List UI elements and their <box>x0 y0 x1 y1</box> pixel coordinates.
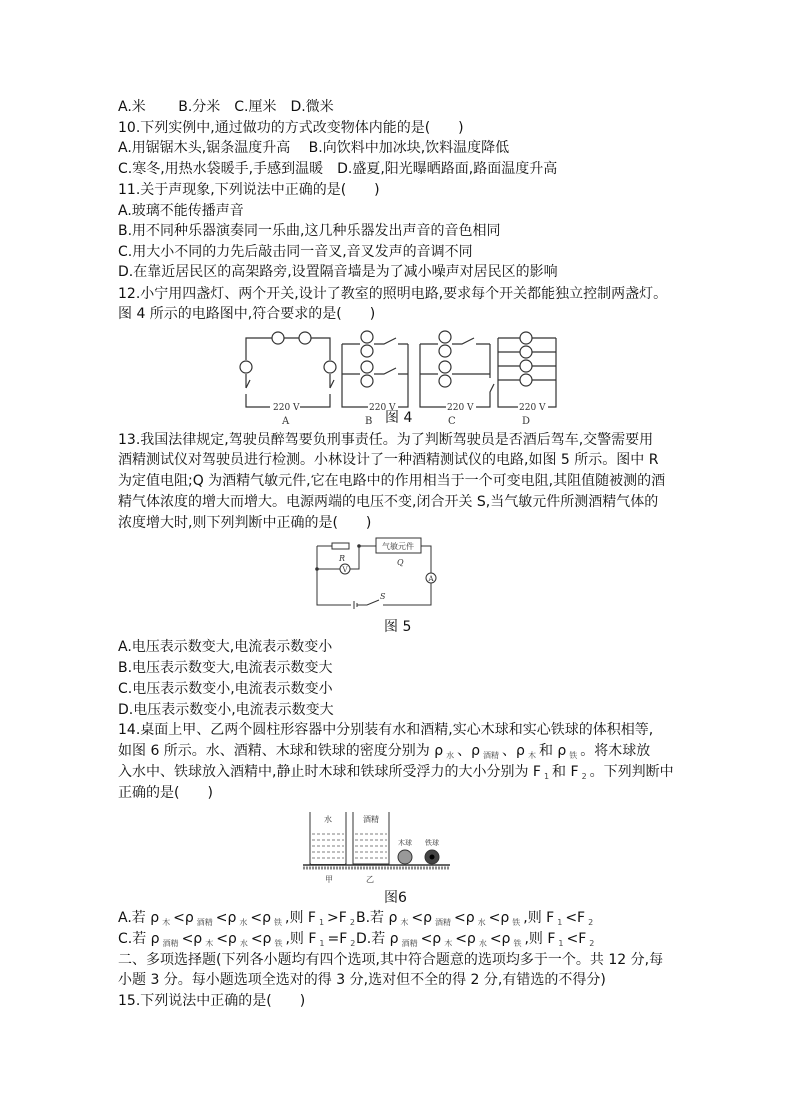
text-segment: A.若 ρ <box>118 910 160 926</box>
figure-6-caption: 图6 <box>384 890 407 906</box>
text-segment: 入水中、铁球放入酒精中,静止时木球和铁球所受浮力的大小分别为 F <box>118 764 541 780</box>
subscript: 1 <box>319 939 325 948</box>
section2-heading-line2: 小题 3 分。每小题选项全选对的得 3 分,选对但不全的得 2 分,有错选的不得分) <box>118 972 606 988</box>
figure-6-containers <box>303 812 453 884</box>
subscript: 2 <box>581 772 587 781</box>
text-segment: 。将木球放 <box>580 743 651 759</box>
subscript: 1 <box>318 918 325 927</box>
voltage-label: 220 V <box>519 403 546 413</box>
subscript: 2 <box>350 939 356 948</box>
figure-5-caption: 图 5 <box>384 619 412 635</box>
q14-option-a <box>118 908 358 928</box>
text-segment: <ρ <box>489 931 511 947</box>
text-segment: 。下列判断中 <box>589 764 674 780</box>
circuit-a-label: A <box>282 416 290 427</box>
q11-option-d: D.在靠近居民区的高架路旁,设置隔音墙是为了减小噪声对居民区的影响 <box>118 264 558 280</box>
subscript: 铁 <box>569 751 578 760</box>
voltage-label: 220 V <box>273 403 300 413</box>
q14-option-c <box>118 929 358 949</box>
circuit-c-label: C <box>448 416 456 427</box>
voltage-label: 220 V <box>447 403 474 413</box>
q10-stem: 10.下列实例中,通过做功的方式改变物体内能的是( ) <box>118 120 464 136</box>
text-segment: <ρ <box>420 931 442 947</box>
circuit-d-label: D <box>522 416 531 427</box>
subscript: 2 <box>588 918 594 927</box>
q13-option-c: C.电压表示数变小,电流表示数变小 <box>118 681 333 697</box>
text-segment: <ρ <box>181 931 203 947</box>
text-segment: <ρ <box>216 931 237 947</box>
subscript: 水 <box>446 751 455 760</box>
subscript: 木 <box>527 751 536 760</box>
text-segment: ,则 F <box>523 910 555 926</box>
container1-label: 水 <box>324 815 332 824</box>
text-segment: <ρ <box>454 910 475 926</box>
text-segment: <ρ <box>455 931 476 947</box>
q13-stem-line5: 浓度增大时,则下列判断中正确的是( ) <box>118 515 372 531</box>
text-segment: =F <box>327 931 348 947</box>
subscript: 水 <box>478 939 487 948</box>
subscript: 水 <box>239 939 248 948</box>
voltage-label: 220 V <box>369 403 396 413</box>
subscript: 2 <box>349 918 355 927</box>
subscript: 木 <box>444 939 453 948</box>
subscript: 酒精 <box>162 939 179 948</box>
q13-stem-line4: 精气体浓度的增大而增大。电源两端的电压不变,闭合开关 S,当气敏元件所测酒精气体的 <box>118 494 659 510</box>
text-segment: <ρ <box>215 910 237 926</box>
q14-stem-line2 <box>118 741 650 761</box>
q11-option-b: B.用不同种乐器演奏同一乐曲,这几种乐器发出声音的音色相同 <box>118 223 501 239</box>
subscript: 1 <box>558 939 564 948</box>
q14-stem-line4: 正确的是( ) <box>118 785 213 801</box>
q11-stem: 11.关于声现象,下列说法中正确的是( ) <box>118 182 380 198</box>
text-segment: ,则 F <box>524 931 556 947</box>
subscript: 木 <box>205 939 214 948</box>
text-segment: <ρ <box>488 910 510 926</box>
text-segment: B.若 ρ <box>356 910 398 926</box>
text-segment: <ρ <box>250 931 272 947</box>
container2-label: 酒精 <box>363 815 379 824</box>
figure-5-circuit <box>317 538 437 610</box>
subscript: 酒精 <box>401 939 418 948</box>
ball1-label: 木球 <box>398 839 412 847</box>
q13-stem-line1: 13.我国法律规定,驾驶员醉驾要负刑事责任。为了判断驾驶员是否酒后驾车,交警需要用 <box>118 432 654 448</box>
circuit-a <box>240 332 336 427</box>
circuit-b-label: B <box>365 416 373 427</box>
subscript: 铁 <box>274 939 283 948</box>
subscript: 2 <box>589 939 595 948</box>
text-segment: ,则 F <box>285 931 317 947</box>
subscript: 酒精 <box>435 918 452 927</box>
text-segment: ,则 F <box>285 910 316 926</box>
q12-stem-line2: 图 4 所示的电路图中,符合要求的是( ) <box>118 306 376 322</box>
q13-stem-line2: 酒精测试仪对驾驶员进行检测。小林设计了一种酒精测试仪的电路,如图 5 所示。图中 R <box>118 452 659 468</box>
voltmeter-icon: V <box>342 566 348 574</box>
figure-4-caption: 图 4 <box>385 410 413 426</box>
q13-option-b: B.电压表示数变大,电流表示数变大 <box>118 660 333 676</box>
circuit-c <box>420 331 494 427</box>
text-segment: 如图 6 所示。水、酒精、木球和铁球的密度分别为 ρ <box>118 743 444 759</box>
q9-options: A.米 B.分米 C.厘米 D.微米 <box>118 99 334 115</box>
subscript: 1 <box>557 918 563 927</box>
q11-option-c: C.用大小不同的力先后敲击同一音叉,音叉发声的音调不同 <box>118 244 473 260</box>
text-segment: 和 F <box>552 764 579 780</box>
q12-stem-line1: 12.小宁用四盏灯、两个开关,设计了教室的照明电路,要求每个开关都能独立控制两盏灯。 <box>118 286 668 302</box>
text-segment: 和 ρ <box>538 743 567 759</box>
text-segment: D.若 ρ <box>356 931 399 947</box>
q10-options-ab: A.用锯锯木头,锯条温度升高 B.向饮料中加冰块,饮料温度降低 <box>118 140 510 156</box>
q13-option-a: A.电压表示数变大,电流表示数变小 <box>118 639 333 655</box>
sensor-symbol: Q <box>397 558 404 567</box>
q14-option-d <box>356 929 597 949</box>
circuit-d <box>498 332 556 427</box>
q14-option-b <box>356 908 596 928</box>
resistor-label: R <box>339 554 346 563</box>
text-segment: <ρ <box>250 910 271 926</box>
wooden-ball <box>398 850 412 864</box>
text-segment: <F <box>566 931 587 947</box>
text-segment: <ρ <box>411 910 433 926</box>
q14-stem-line3 <box>118 762 674 782</box>
subscript: 水 <box>239 918 248 927</box>
text-segment: <ρ <box>173 910 194 926</box>
container1-name: 甲 <box>325 875 333 884</box>
subscript: 铁 <box>513 939 522 948</box>
ball2-label: 铁球 <box>425 839 439 847</box>
q15-stem: 15.下列说法中正确的是( ) <box>118 993 306 1009</box>
subscript: 酒精 <box>483 751 500 760</box>
subscript: 酒精 <box>196 918 213 927</box>
subscript: 木 <box>162 918 171 927</box>
ammeter-icon: A <box>428 575 434 583</box>
subscript: 水 <box>477 918 486 927</box>
container2-name: 乙 <box>366 875 374 884</box>
subscript: 铁 <box>274 918 282 927</box>
text-segment: >F <box>327 910 347 926</box>
switch-label: S <box>380 592 386 601</box>
q11-option-a: A.玻璃不能传播声音 <box>118 203 244 219</box>
subscript: 铁 <box>512 918 521 927</box>
subscript: 木 <box>400 918 409 927</box>
q14-stem-line1: 14.桌面上甲、乙两个圆柱形容器中分别装有水和酒精,实心木球和实心铁球的体积相等, <box>118 722 654 738</box>
q13-option-d: D.电压表示数变小,电流表示数变大 <box>118 702 334 718</box>
q10-options-cd: C.寒冬,用热水袋暖手,手感到温暖 D.盛夏,阳光曝晒路面,路面温度升高 <box>118 161 558 177</box>
sensor-label: 气敏元件 <box>382 542 414 551</box>
text-segment: <F <box>565 910 586 926</box>
subscript: 1 <box>543 772 550 781</box>
text-segment: 、ρ <box>457 743 481 759</box>
q13-stem-line3: 为定值电阻;Q 为酒精气敏元件,它在电路中的作用相当于一个可变电阻,其阻值随被测的酒 <box>118 473 666 489</box>
text-segment: 、ρ <box>502 743 525 759</box>
text-segment: C.若 ρ <box>118 931 160 947</box>
section2-heading-line1: 二、多项选择题(下列各小题均有四个选项,其中符合题意的选项均多于一个。共 12 分,每 <box>118 952 664 968</box>
